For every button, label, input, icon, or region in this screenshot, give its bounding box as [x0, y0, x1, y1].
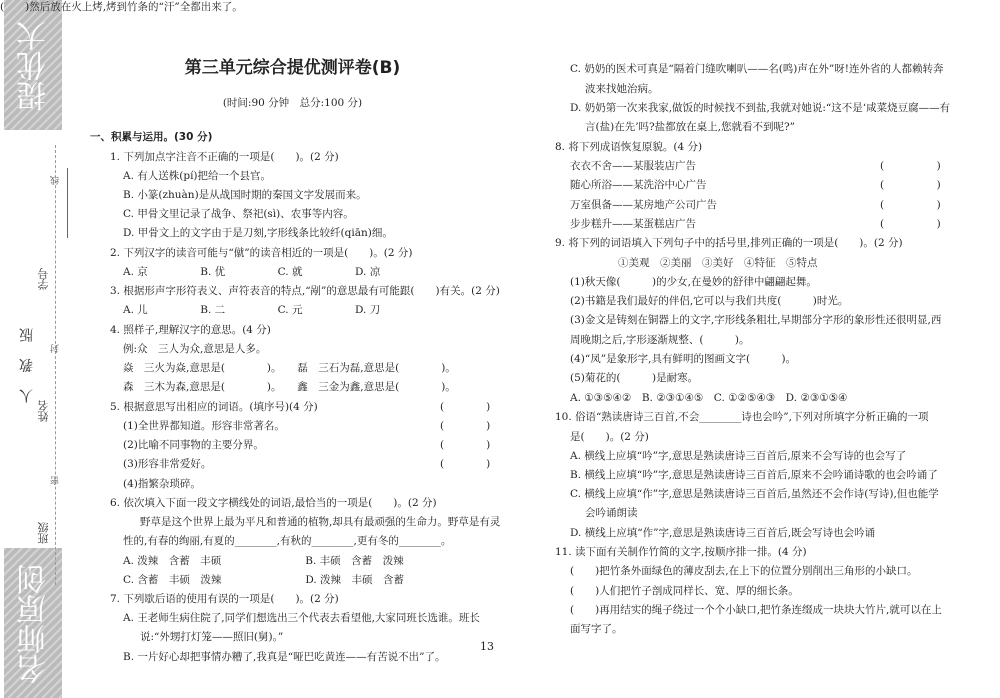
page-subtitle: (时间:90 分钟 总分:100 分): [222, 97, 363, 109]
left-line: 野草是这个世界上最为平凡和普通的植物,却具有最顽强的生命力。野草是有灵: [140, 516, 501, 528]
right-line: D. 横线上应填“作”字,意思是熟读唐诗三百首后,既会写诗也会吟诵: [570, 527, 876, 539]
right-line: 10. 俗语“熟读唐诗三百首,不会________诗也会吟”,下列对所填字分析正确的一项: [555, 411, 929, 423]
answer-blank[interactable]: ( ): [440, 420, 491, 432]
right-line: 步步糕升——某蛋糕店广告: [570, 218, 696, 230]
right-line: (2)书籍是我们最好的伴侣,它可以与我们共度( )时光。: [570, 295, 849, 307]
left-line: 3. 根据形声字形符表义、声符表音的特点,“剐”的意思最有可能跟( )有关。(2 分): [110, 285, 500, 297]
answer-blank[interactable]: ( ): [880, 218, 941, 230]
margin-label-student-id: 学号: [37, 268, 50, 290]
right-line: 衣衣不舍——某服装店广告: [570, 160, 696, 172]
left-line: B. 小篆(zhuàn)是从战国时期的秦国文字发展而来。: [123, 189, 367, 201]
right-line: B. 横线上应填“吟”字,意思是熟读唐诗三百首后,原来不会吟诵诗歌的也会吟诵了: [570, 469, 938, 481]
margin-label-name: 姓名: [37, 400, 50, 422]
answer-blank[interactable]: ( ): [880, 179, 941, 191]
left-line: A. 有人送株(pí)把给一个县官。: [123, 170, 272, 182]
left-line: 5. 根据意思写出相应的词语。(填序号)(4 分): [110, 401, 318, 413]
right-line: ( )把竹条外面绿色的薄皮刮去,在上下的位置分别削出三角形的小缺口。: [570, 565, 918, 577]
left-line: 焱 三火为焱,意思是( )。 磊 三石为磊,意思是( )。: [123, 362, 456, 374]
left-line: (2)比喻不同事物的主要分界。: [123, 439, 264, 451]
margin-label-feng: 封: [51, 344, 61, 353]
margin-label-mi: 密: [51, 476, 61, 485]
left-line: 2. 下列汉字的读音可能与“僦”的读音相近的一项是( )。(2 分): [110, 247, 413, 259]
right-line: 波来找她治病。: [585, 83, 659, 95]
brand-text-bottom: 名师原创: [17, 564, 52, 684]
left-line: A. 泼辣 含蓄 丰硕 B. 丰硕 含蓄 泼辣: [123, 555, 404, 567]
answer-blank[interactable]: ( ): [440, 439, 491, 451]
right-line: (5)菊花的( )是耐寒。: [570, 372, 699, 384]
right-line: 是( )。(2 分): [570, 431, 649, 443]
left-line: (1)全世界都知道。形容非常著名。: [123, 420, 285, 432]
brand-logo-top: [4, 0, 98, 130]
right-line: (1)秋天像( )的少女,在曼妙的舒律中翩翩起舞。: [570, 276, 817, 288]
left-line: 说:“外甥打灯笼——照旧(舅)。”: [140, 631, 284, 643]
answer-blank[interactable]: ( ): [440, 401, 491, 413]
brand-logo-bottom: [4, 548, 62, 698]
right-line: ( )然后放在火上烤,烤到竹条的“汗”全都出来了。: [0, 1, 243, 13]
right-line: C. 奶奶的医术可真是“隔着门缝吹喇叭——名(鸣)声在外”呀!连外省的人都赖转奔: [570, 63, 944, 75]
left-line: 一、积累与运用。(30 分): [90, 131, 213, 143]
right-line: 随心所浴——某洗浴中心广告: [570, 179, 707, 191]
left-line: 1. 下列加点字注音不正确的一项是( )。(2 分): [110, 151, 339, 163]
left-line: C. 甲骨文里记录了战争、祭祀(sì)、农事等内容。: [123, 208, 354, 220]
left-line: 7. 下列歇后语的使用有误的一项是( )。(2 分): [110, 593, 339, 605]
answer-blank[interactable]: ( ): [880, 199, 941, 211]
right-line: (4)“凤”是象形字,具有鲜明的图画文字( )。: [570, 353, 797, 365]
right-line: A. 横线上应填“吟”字,意思是熟读唐诗三百首后,原来不会写诗的也会写了: [570, 450, 907, 462]
answer-blank[interactable]: ( ): [880, 160, 941, 172]
left-line: 性的,有春的绚丽,有夏的________,有秋的________,更有冬的________。: [123, 535, 452, 547]
right-line: 周晚期之后,字形逐渐规整、( )。: [570, 334, 750, 346]
left-line: B. 一片好心却把事情办糟了,我真是“哑巴吃黄连——有苦说不出”了。: [123, 651, 446, 663]
answer-blank[interactable]: ( ): [440, 458, 491, 470]
right-line: ①美观 ②美丽 ③美好 ④特征 ⑤特点: [618, 257, 818, 269]
right-line: (3)金文是铸刻在铜器上的文字,字形线条粗壮,早期部分字形的象形性还很明显,西: [570, 314, 942, 326]
margin-label-xian: 线: [51, 176, 61, 185]
right-line: 8. 将下列成语恢复原貌。(4 分): [555, 141, 703, 153]
left-line: D. 甲骨文上的文字由于是刀刻,字形线条比较纤(qiān)细。: [123, 227, 393, 239]
margin-label-class: 班级: [37, 522, 50, 544]
right-line: 9. 将下列的词语填入下列句子中的括号里,排列正确的一项是( )。(2 分): [555, 237, 903, 249]
right-line: ( )再用结实的绳子绕过一个个小缺口,把竹条连缀成一块块大竹片,就可以在上: [570, 604, 942, 616]
right-line: 言(盐)在先’吗?盐都放在桌上,您就看不到呢?”: [585, 121, 795, 133]
page-number: 13: [480, 640, 494, 653]
brand-text-top: 提优大考卷: [17, 21, 98, 111]
right-line: 11. 读下面有关制作竹简的文字,按顺序排一排。(4 分): [555, 546, 807, 558]
left-line: 例:众 三人为众,意思是人多。: [123, 343, 267, 355]
right-line: 会吟诵朗读: [585, 507, 638, 519]
right-line: ( )人们把竹子剖成同样长、宽、厚的细长条。: [570, 585, 799, 597]
binding-margin: [0, 0, 98, 698]
cut-line: [55, 145, 56, 585]
right-line: 面写字了。: [570, 623, 623, 635]
right-line: A. ①③⑤④② B. ②③①④⑤ C. ①②⑤④③ D. ②③①⑤④: [570, 392, 848, 404]
edition-label: 人 教 版: [19, 322, 35, 403]
left-line: (3)形容非常爱好。: [123, 458, 212, 470]
right-line: 万室俱备——某房地产公司广告: [570, 199, 717, 211]
left-line: C. 含蓄 丰硕 泼辣 D. 泼辣 丰硕 含蓄: [123, 574, 405, 586]
left-line: (4)指繁杂琐碎。: [123, 478, 201, 490]
left-line: 森 三木为森,意思是( )。 鑫 三金为鑫,意思是( )。: [123, 381, 456, 393]
right-line: C. 横线上应填“作”字,意思是熟读唐诗三百首后,虽然还不会作诗(写诗),但也能学: [570, 488, 939, 500]
left-line: A. 王老师生病住院了,同学们想选出三个代表去看望他,大家同班长选谁。班长: [123, 612, 480, 624]
margin-rule: [67, 168, 68, 238]
left-line: 6. 依次填入下面一段文字横线处的词语,最恰当的一项是( )。(2 分): [110, 497, 437, 509]
page-title: 第三单元综合提优测评卷(B): [184, 58, 401, 78]
right-line: D. 奶奶第一次来我家,做饭的时候找不到盐,我就对她说:“这不是‘咸菜烧豆腐——有: [570, 102, 951, 114]
left-line: A. 京 B. 优 C. 就 D. 凉: [123, 266, 381, 278]
left-line: A. 儿 B. 二 C. 元 D. 刀: [123, 304, 381, 316]
left-line: 4. 照样子,理解汉字的意思。(4 分): [110, 324, 271, 336]
